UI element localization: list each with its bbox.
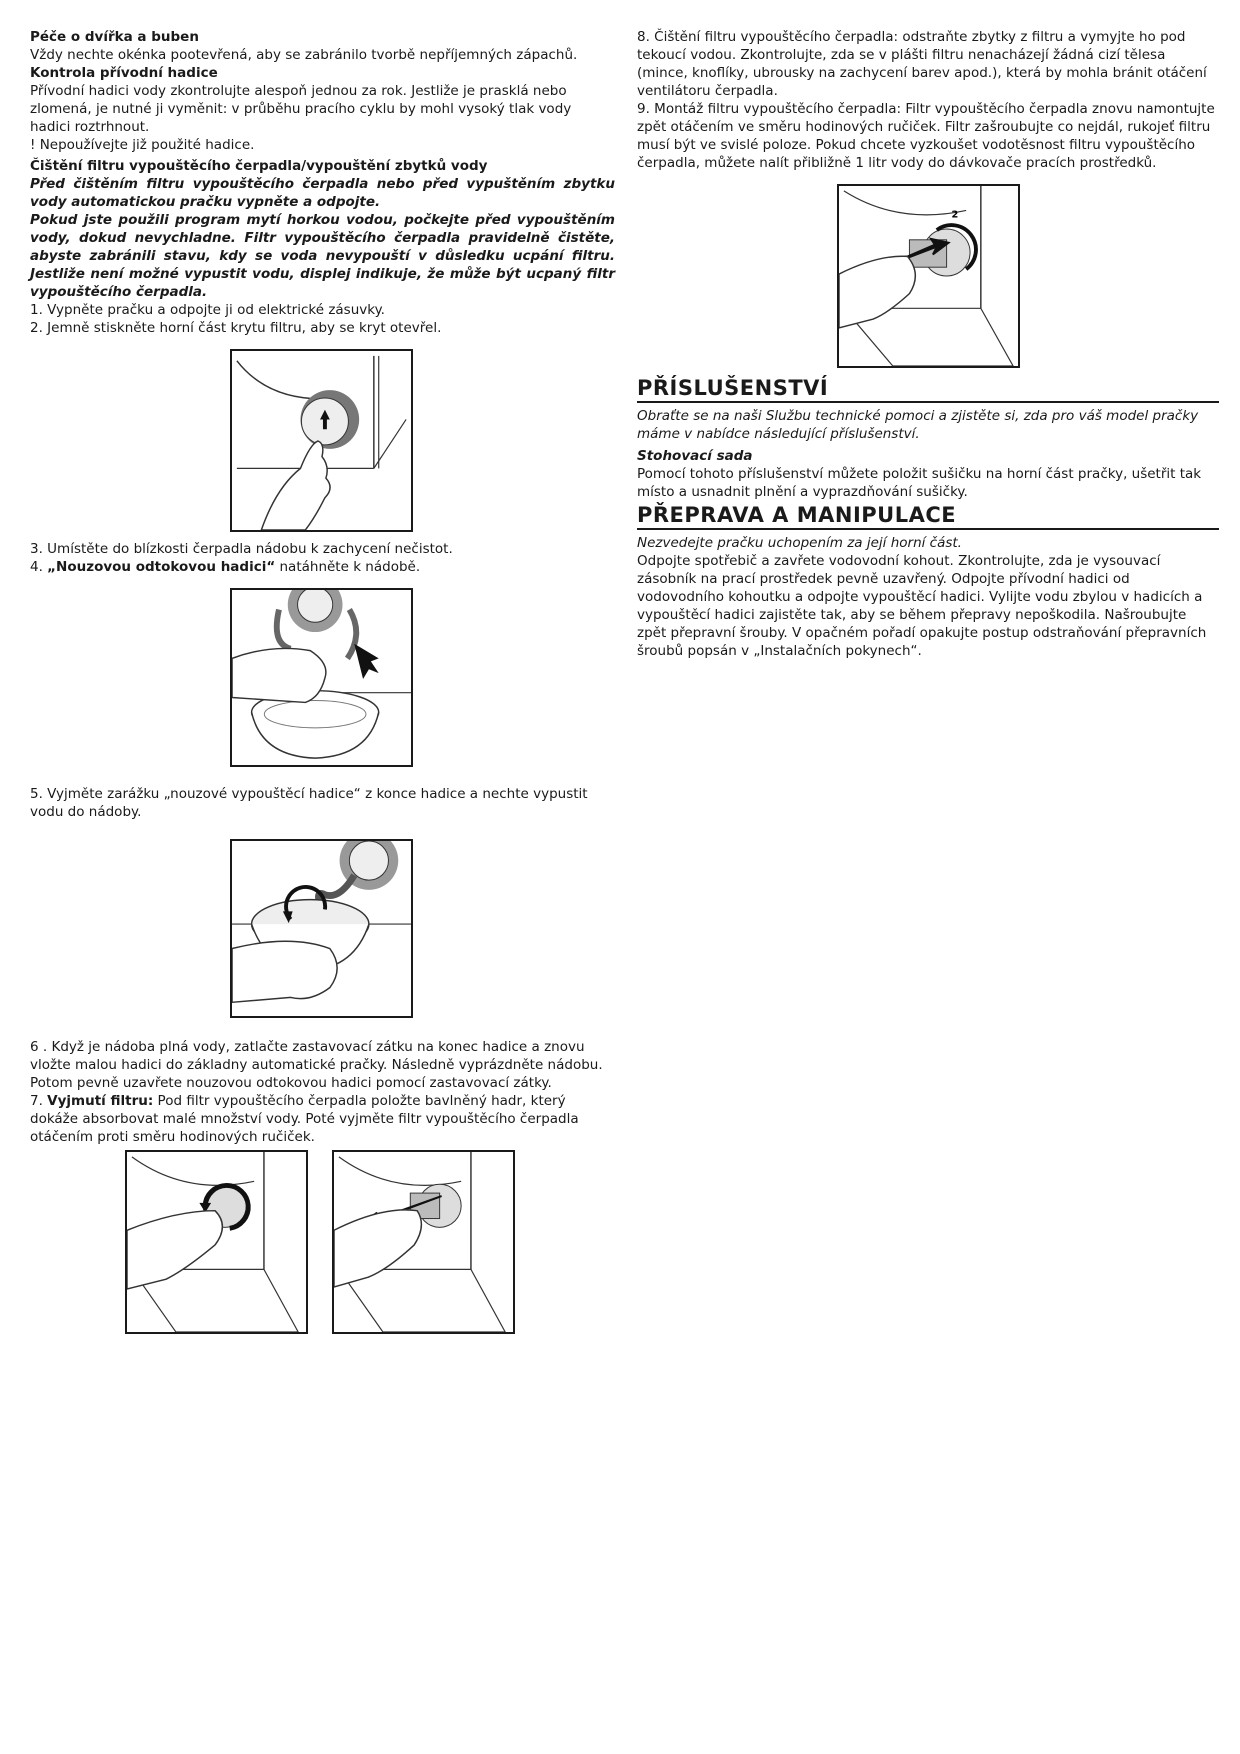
- accessories-intro: Obraťte se na naši Službu technické pomoci a zjistěte si, zda pro váš model pračky máme v nabídce následující příslušenství.: [637, 408, 1199, 442]
- step-4-emphasis: „Nouzovou odtokovou hadici“: [47, 559, 276, 575]
- step-4-rest: natáhněte k nádobě.: [275, 559, 421, 575]
- step-2: 2. Jemně stiskněte horní část krytu filtru, aby se kryt otevřel.: [30, 320, 442, 336]
- figure-pull-hose: [230, 588, 413, 767]
- filter-intro-1: Před čištěním filtru vypouštěcího čerpadla nebo před vypuštěním zbytku vody automatickou pračku vypněte a odpojte.: [30, 176, 615, 210]
- fig-label-2: 2: [951, 209, 959, 221]
- step-3: 3. Umístěte do blízkosti čerpadla nádobu k zachycení nečistot.: [30, 541, 453, 557]
- step-7-rest: Pod filtr vypouštěcího čerpadla položte bavlněný hadr, který dokáže absorbovat malé množství vody. Poté vyjměte filtr vypouštěcího čerpadla otáčením proti směru hodinových ručiček.: [30, 1093, 579, 1145]
- transport-heading: PŘEPRAVA A MANIPULACE: [637, 503, 1219, 530]
- step-4-number: 4.: [30, 559, 48, 575]
- care-heading: Péče o dvířka a buben: [30, 29, 199, 45]
- transport-intro: Nezvedejte pračku uchopením za její horní část.: [637, 535, 962, 551]
- step-6: 6 . Když je nádoba plná vody, zatlačte zastavovací zátku na konec hadice a znovu vložte malou hadici do základny automatické pračky. Následně vyprázdněte nádobu. Potom pevně uzavřete nouzovou odtokovou hadici pomocí zastavovací zátky.: [30, 1039, 603, 1091]
- figure-drain-water: [230, 839, 413, 1018]
- figure-press-filter-cover: [230, 349, 413, 532]
- figure-row-remove-filter: [30, 1150, 615, 1334]
- step-7-emphasis: Vyjmutí filtru:: [47, 1093, 154, 1109]
- transport-text: Odpojte spotřebič a zavřete vodovodní kohout. Zkontrolujte, zda je vysouvací zásobník na prací prostředek pevně uzavřený. Odpojte přívodní hadici od vodovodního kohoutku a odpojte vypouštěcí hadici. Vylijte vodu zbylou v hadicích a vypouštěcí hadici zajistěte tak, aby se během přepravy nepoškodila. Našroubujte zpět přepravní šrouby. V opačném pořadí opakujte postup odstraňování přepravních šroubů popsán v „Instalačních pokynech“.: [637, 553, 1207, 659]
- step-1: 1. Vypněte pračku a odpojte ji od elektrické zásuvky.: [30, 302, 385, 318]
- figure-refit-filter: [837, 184, 1020, 368]
- right-column: [637, 28, 1219, 660]
- stacking-text: Pomocí tohoto příslušenství můžete položit sušičku na horní část pračky, ušetřit tak místo a usnadnit plnění a vyprazdňování sušičky.: [637, 466, 1202, 500]
- step-4: [30, 558, 615, 576]
- step-9: 9. Montáž filtru vypouštěcího čerpadla: Filtr vypouštěcího čerpadla znovu namontujte zpět otáčením ve směru hodinových ručiček. Filtr zašroubujte co nejdál, rukojeť filtru musí být ve svislé poloze. Pokud chcete vyzkoušet vodotěsnost filtru vypouštěcího čerpadla, můžete nalít přibližně 1 litr vody do dávkovače pracích prostředků.: [637, 101, 1215, 171]
- left-column: [30, 28, 615, 1334]
- care-text: Vždy nechte okénka pootevřená, aby se zabránilo tvorbě nepříjemných zápachů.: [30, 47, 578, 63]
- figure-pull-out-filter: [332, 1150, 515, 1334]
- hose-warning: ! Nepoužívejte již použité hadice.: [30, 137, 255, 153]
- accessories-heading: PŘÍSLUŠENSTVÍ: [637, 376, 1219, 403]
- stacking-heading: Stohovací sada: [637, 448, 753, 464]
- hose-text: Přívodní hadici vody zkontrolujte alespoň jednou za rok. Jestliže je prasklá nebo zlomená, je nutné ji vyměnit: v průběhu pracího cyklu by mohl vysoký tlak vody hadici roztrhnout.: [30, 83, 572, 135]
- figure-turn-filter: [125, 1150, 308, 1334]
- filter-intro-2: Pokud jste použili program mytí horkou vodou, počkejte před vypouštěním vody, dokud nevychladne. Filtr vypouštěcího čerpadla pravidelně čistěte, abyste zabránili stavu, kdy se voda nevypouští v důsledku ucpání filtru. Jestliže není možné vypustit vodu, displej indikuje, že může být ucpaný filtr vypouštěcího čerpadla.: [30, 212, 615, 300]
- step-5: 5. Vyjměte zarážku „nouzové vypouštěcí hadice“ z konce hadice a nechte vypustit vodu do nádoby.: [30, 786, 588, 820]
- filter-heading: Čištění filtru vypouštěcího čerpadla/vypouštění zbytků vody: [30, 158, 488, 174]
- step-7-number: 7.: [30, 1093, 48, 1109]
- hose-heading: Kontrola přívodní hadice: [30, 65, 218, 81]
- step-7: [30, 1092, 615, 1146]
- step-8: 8. Čištění filtru vypouštěcího čerpadla: odstraňte zbytky z filtru a vymyjte ho pod tekoucí vodou. Zkontrolujte, zda se v plášti filtru nenacházejí žádná cizí tělesa (mince, knoflíky, ubrousky na zachycení barev apod.), která by mohla bránit otáčení ventilátoru čerpadla.: [637, 29, 1207, 99]
